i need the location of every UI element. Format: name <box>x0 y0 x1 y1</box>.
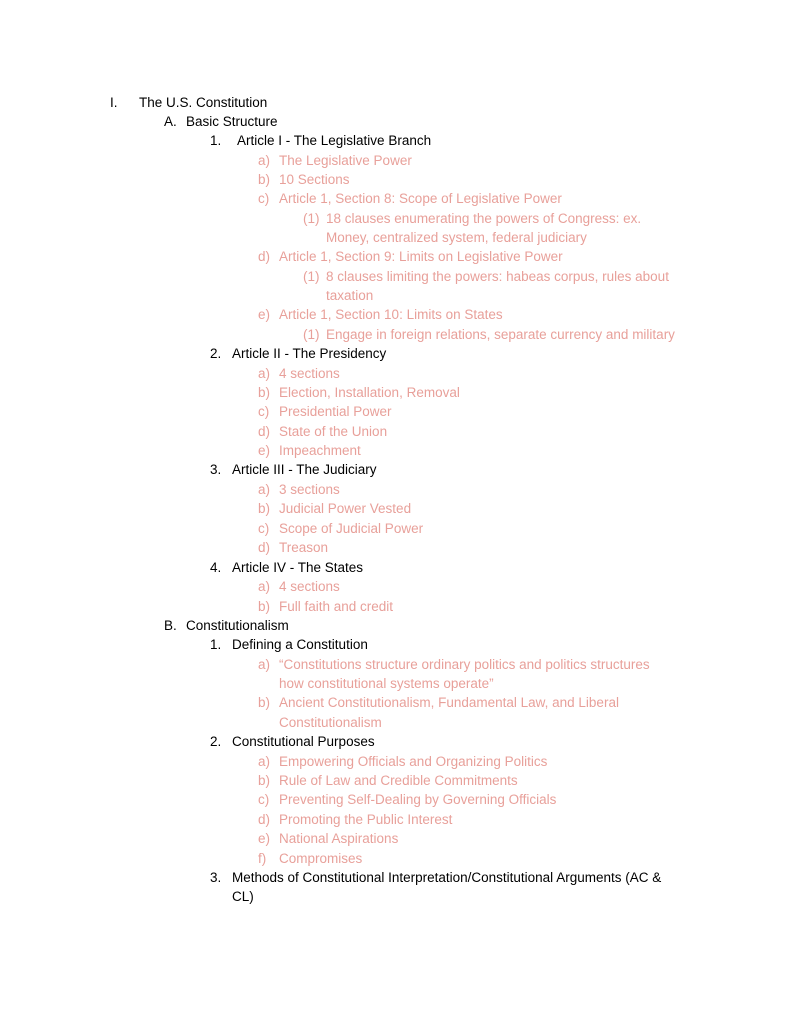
outline-subitem: The Legislative Power <box>279 153 412 168</box>
outline-marker: d) <box>258 812 271 827</box>
outline-marker: b) <box>258 172 271 187</box>
outline-detail: Engage in foreign relations, separate currency and military <box>326 327 675 342</box>
outline-marker: b) <box>258 385 271 400</box>
outline-subitem: Scope of Judicial Power <box>279 521 424 536</box>
outline-marker: 2. <box>210 734 222 749</box>
outline-heading: The U.S. Constitution <box>139 95 268 110</box>
outline-subitem: Article 1, Section 10: Limits on States <box>279 307 503 322</box>
outline-subitem: Empowering Officials and Organizing Politics <box>279 754 548 769</box>
outline-item: Defining a Constitution <box>232 637 368 652</box>
outline-marker: b) <box>258 599 271 614</box>
outline-marker: 3. <box>210 462 222 477</box>
outline-marker: d) <box>258 424 271 439</box>
outline-item: Constitutional Purposes <box>232 734 375 749</box>
outline-marker: (1) <box>303 327 320 342</box>
outline-subitem-continued: Constitutionalism <box>279 715 382 730</box>
outline-marker: b) <box>258 695 271 710</box>
outline-marker: e) <box>258 443 271 458</box>
outline-subitem: National Aspirations <box>279 831 399 846</box>
outline-subitem: Impeachment <box>279 443 361 458</box>
outline-marker: d) <box>258 540 271 555</box>
outline-marker: e) <box>258 307 271 322</box>
outline-subitem: Article 1, Section 8: Scope of Legislative Power <box>279 191 562 206</box>
outline-subitem: Presidential Power <box>279 404 392 419</box>
outline-subitem: 4 sections <box>279 579 340 594</box>
outline-marker: a) <box>258 482 271 497</box>
outline-detail-continued: taxation <box>326 288 374 303</box>
outline-marker: B. <box>164 618 177 633</box>
outline-marker: A. <box>164 114 177 129</box>
outline-subitem: Ancient Constitutionalism, Fundamental Law, and Liberal <box>279 695 619 710</box>
outline-marker: f) <box>258 851 267 866</box>
outline-subitem: Rule of Law and Credible Commitments <box>279 773 518 788</box>
outline-item: Article I - The Legislative Branch <box>237 133 432 148</box>
outline-detail: 18 clauses enumerating the powers of Congress: ex. <box>326 211 642 226</box>
outline-marker: b) <box>258 501 271 516</box>
outline-detail-continued: Money, centralized system, federal judiciary <box>326 230 587 245</box>
outline-item: Methods of Constitutional Interpretation/Constitutional Arguments (AC & <box>232 870 662 885</box>
outline-subitem: Election, Installation, Removal <box>279 385 460 400</box>
outline-marker: 1. <box>210 133 222 148</box>
outline-marker: a) <box>258 366 271 381</box>
outline-marker: a) <box>258 657 271 672</box>
outline-subitem-continued: how constitutional systems operate” <box>279 676 494 691</box>
outline-subitem: Full faith and credit <box>279 599 394 614</box>
outline-marker: a) <box>258 754 271 769</box>
outline-item-continued: CL) <box>232 889 254 904</box>
outline-marker: 4. <box>210 560 222 575</box>
outline-subitem: Treason <box>279 540 329 555</box>
outline-subitem: 4 sections <box>279 366 340 381</box>
outline-subitem: Preventing Self-Dealing by Governing Officials <box>279 792 557 807</box>
outline-marker: 2. <box>210 346 222 361</box>
outline-subitem: State of the Union <box>279 424 388 439</box>
outline-subitem: 10 Sections <box>279 172 350 187</box>
outline-marker: (1) <box>303 211 320 226</box>
outline-marker: d) <box>258 249 271 264</box>
outline-item: Article IV - The States <box>232 560 364 575</box>
outline-item: Article II - The Presidency <box>232 346 387 361</box>
outline-subitem: “Constitutions structure ordinary politics and politics structures <box>279 657 650 672</box>
outline-marker: 3. <box>210 870 222 885</box>
outline-marker: a) <box>258 153 271 168</box>
outline-marker: (1) <box>303 269 320 284</box>
outline-marker: a) <box>258 579 271 594</box>
outline-subitem: Compromises <box>279 851 363 866</box>
outline-marker: I. <box>110 95 118 110</box>
outline-marker: c) <box>258 792 270 807</box>
outline-subheading: Constitutionalism <box>186 618 289 633</box>
outline-marker: c) <box>258 191 270 206</box>
outline-marker: c) <box>258 521 270 536</box>
outline-subitem: Article 1, Section 9: Limits on Legislative Power <box>279 249 563 264</box>
outline-subitem: Promoting the Public Interest <box>279 812 453 827</box>
outline-detail: 8 clauses limiting the powers: habeas corpus, rules about <box>326 269 669 284</box>
outline-marker: e) <box>258 831 271 846</box>
outline-item: Article III - The Judiciary <box>232 462 377 477</box>
outline-marker: 1. <box>210 637 222 652</box>
outline-subheading: Basic Structure <box>186 114 278 129</box>
outline-subitem: 3 sections <box>279 482 340 497</box>
outline-subitem: Judicial Power Vested <box>279 501 412 516</box>
outline-marker: c) <box>258 404 270 419</box>
outline-marker: b) <box>258 773 271 788</box>
